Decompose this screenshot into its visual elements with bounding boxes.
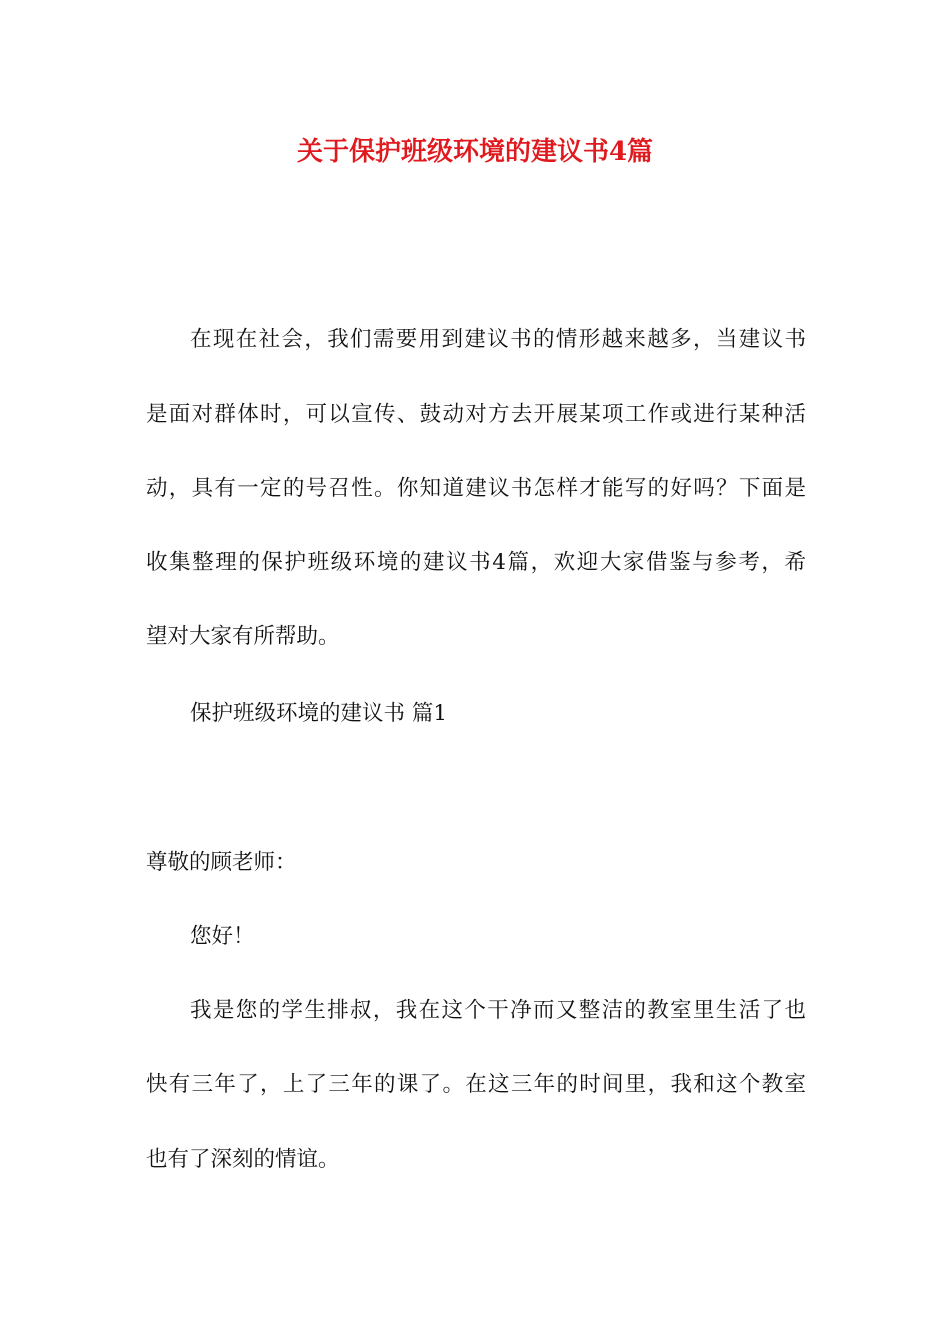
intro-line-1: 在现在社会，我们需要用到建议书的情形越来越多，当建议书	[190, 327, 806, 352]
body-line-3: 也有了深刻的情谊。	[146, 1147, 340, 1172]
salutation: 尊敬的顾老师：	[146, 850, 297, 875]
body-line-2: 快有三年了，上了三年的课了。在这三年的时间里，我和这个教室	[146, 1072, 806, 1097]
greeting: 您好！	[190, 924, 255, 949]
intro-line-5: 望对大家有所帮助。	[146, 624, 340, 649]
intro-line-4: 收集整理的保护班级环境的建议书4篇，欢迎大家借鉴与参考，希	[146, 550, 806, 575]
intro-line-3: 动，具有一定的号召性。你知道建议书怎样才能写的好吗？下面是	[146, 476, 806, 501]
section-heading: 保护班级环境的建议书 篇1	[190, 701, 448, 726]
intro-line-2: 是面对群体时，可以宣传、鼓动对方去开展某项工作或进行某种活	[146, 402, 806, 427]
body-line-1: 我是您的学生排叔，我在这个干净而又整洁的教室里生活了也	[190, 998, 806, 1023]
document-title: 关于保护班级环境的建议书4篇	[296, 137, 654, 167]
